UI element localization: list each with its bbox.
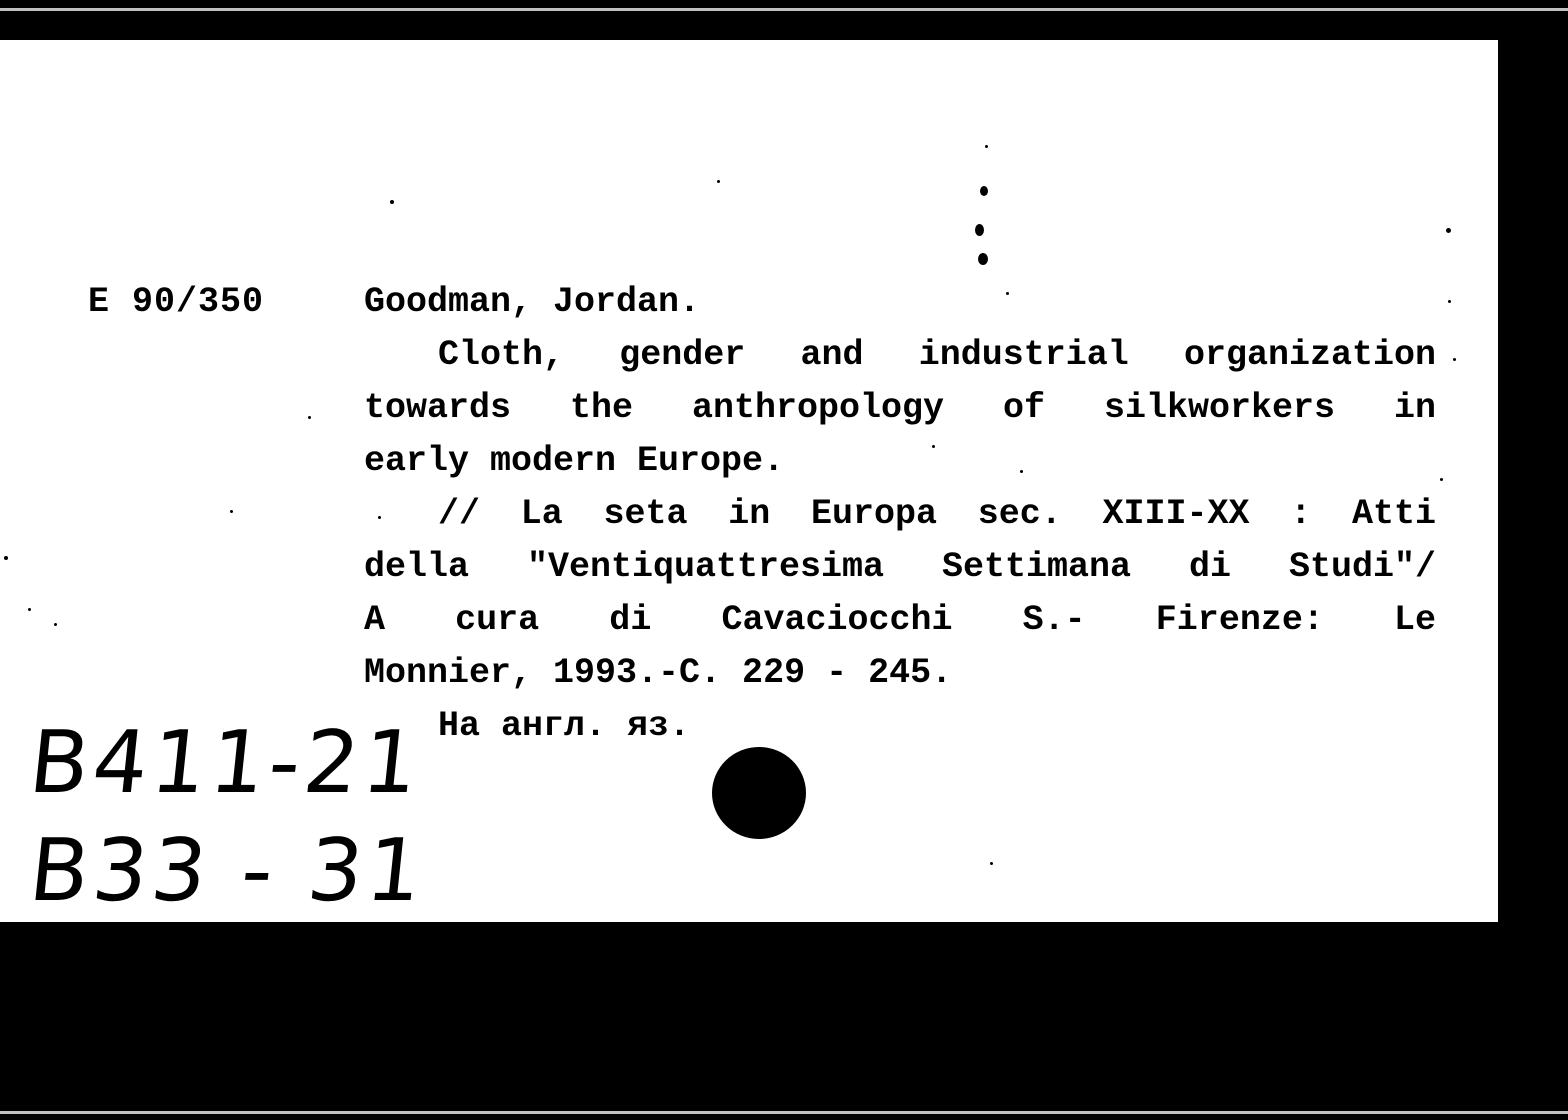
- scan-speck: [1440, 478, 1443, 481]
- title-line: towards the anthropology of silkworkers in: [364, 388, 1436, 428]
- scan-speck: [308, 416, 311, 419]
- scan-speck: [1446, 228, 1451, 233]
- scan-speck: [54, 623, 57, 626]
- author-heading: Goodman, Jordan.: [364, 282, 701, 322]
- title-line: Cloth, gender and industrial organization: [438, 335, 1436, 375]
- scan-speck: [975, 224, 984, 236]
- scan-speck: [980, 186, 988, 196]
- scan-speck: [378, 516, 381, 519]
- source-line: della "Ventiquattresima Settimana di Studi"/: [364, 547, 1436, 587]
- scan-speck: [1020, 470, 1023, 473]
- source-line: Monnier, 1993.-C. 229 - 245.: [364, 653, 953, 693]
- scan-speck: [4, 556, 8, 560]
- scan-speck: [978, 253, 988, 265]
- scan-speck: [28, 608, 31, 611]
- scan-speck: [932, 445, 935, 448]
- source-line: A cura di Cavaciocchi S.- Firenze: Le: [364, 600, 1436, 640]
- handwritten-call-number: B33 - 31: [24, 821, 431, 921]
- scan-bottom-rule: [0, 1111, 1568, 1114]
- scan-speck: [717, 180, 720, 183]
- punch-hole: [712, 747, 806, 839]
- scan-speck: [985, 145, 988, 148]
- language-note: На англ. яз.: [438, 706, 691, 746]
- card-body: [364, 329, 1436, 753]
- scan-speck: [1006, 292, 1009, 295]
- scan-top-rule: [0, 8, 1568, 11]
- handwritten-call-number: B411-21: [24, 713, 427, 813]
- scan-speck: [1453, 358, 1456, 361]
- scan-speck: [1448, 300, 1451, 303]
- shelfmark: E 90/350: [88, 282, 265, 322]
- scan-speck: [390, 200, 394, 204]
- source-line: // La seta in Europa sec. XIII-XX : Atti: [438, 494, 1436, 534]
- title-line: early modern Europe.: [364, 441, 785, 481]
- catalog-card: [0, 40, 1498, 922]
- scan-speck: [990, 862, 993, 865]
- scan-speck: [230, 510, 233, 513]
